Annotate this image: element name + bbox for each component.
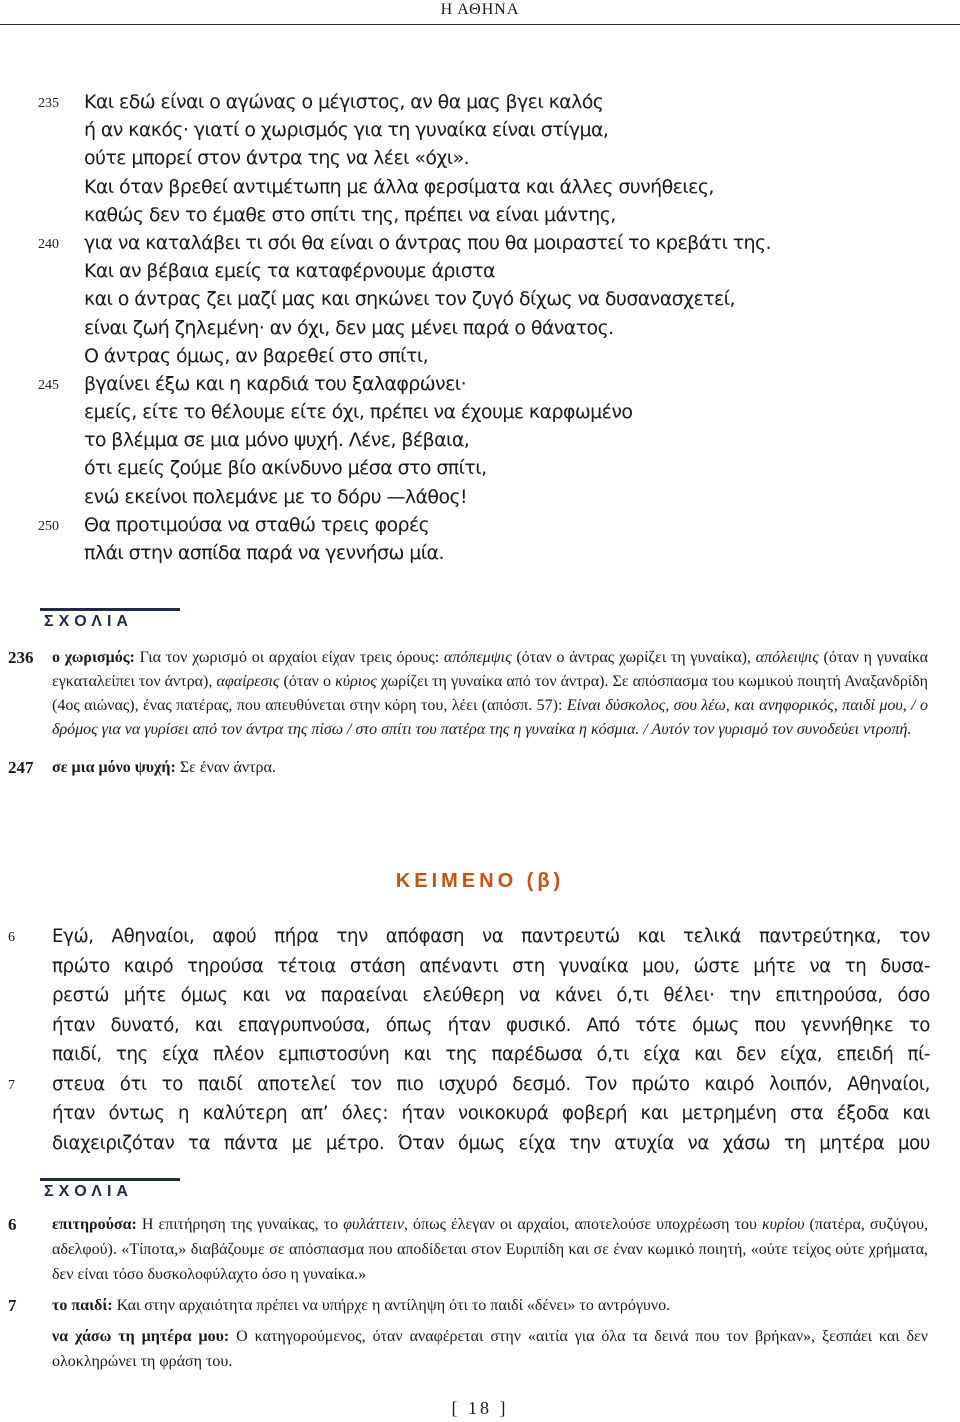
line-text: ήταν δυνατό, και επαγρυπνούσα, όπως ήταν φυσικό. Από τότε όμως που γεννήθηκε το xyxy=(52,1014,930,1036)
poem-line xyxy=(30,88,930,116)
note-text: (όταν η γυναίκα εγκαταλείπει τον άντρα), xyxy=(52,649,929,690)
line-number: 245 xyxy=(38,377,59,393)
note-term: επιτηρούσα: xyxy=(52,1216,137,1233)
line-text: για να καταλάβει τι σόι θα είναι ο άντρας που θα μοιραστεί το κρεβάτι της. xyxy=(84,231,771,254)
note-italic: απόπεμψις xyxy=(443,649,512,666)
line-text: πρώτο καιρό τηρούσα τέτοια στάση απέναντι στη γυναίκα μου, ώστε μήτε να τη δυσα- xyxy=(52,955,930,977)
note-text: Ο κατηγορούμενος, όταν αναφέρεται στην «αιτία για όλα τα δεινά που τον βρήκαν», ξεσπάει και δεν ολοκληρώνει τη φράση του. xyxy=(52,1328,928,1370)
line-text: παιδί, της είχα πλέον εμπιστοσύνη και της παρέδωσα ό,τι είχα και δεν είχα, επειδή πί- xyxy=(52,1044,930,1065)
note-number: 247 xyxy=(8,758,34,777)
scholia-label: ΣΧΟΛΙΑ xyxy=(44,1183,133,1200)
poem-line xyxy=(30,511,930,539)
header-title: Η ΑΘΗΝΑ xyxy=(440,1,520,18)
line-text: διαχειριζόταν τα πάντα με μέτρο. Όταν όμως είχα την ατυχία να χάσω τη μητέρα μου xyxy=(52,1132,930,1154)
section-heading: ΚΕΙΜΕΝΟ (β) xyxy=(395,870,565,892)
line-number: 7 xyxy=(8,1077,15,1093)
prose-line xyxy=(8,1129,930,1159)
line-text: Εγώ, Αθηναίοι, αφού πήρα την απόφαση να παντρευτώ και τελικά παντρεύτηκα, τον xyxy=(52,926,930,947)
note-term: σε μια μόνο ψυχή: xyxy=(52,759,176,776)
poem-line xyxy=(30,144,930,172)
line-text: βγαίνει έξω και η καρδιά του ξαλαφρώνει· xyxy=(84,372,467,395)
running-header xyxy=(0,0,960,30)
header-rule xyxy=(0,24,960,25)
note-247 xyxy=(8,756,928,780)
line-text: ότι εμείς ζούμε βίο ακίνδυνο μέσα στο σπίτι, xyxy=(84,457,487,480)
line-text: καθώς δεν το έμαθε στο σπίτι της, πρέπει να είναι μάντης, xyxy=(84,203,616,226)
note-italic: απόλειψις xyxy=(755,649,819,666)
note-italic: κύριος xyxy=(335,673,377,690)
note-7b xyxy=(8,1324,928,1374)
note-body xyxy=(52,1324,928,1374)
poem-line xyxy=(30,539,930,567)
note-236 xyxy=(8,646,928,742)
note-body xyxy=(52,1293,928,1318)
line-text: Θα προτιμούσα να σταθώ τρεις φορές xyxy=(84,513,430,536)
note-7 xyxy=(8,1293,928,1318)
poem-line xyxy=(30,426,930,454)
note-italic: αφαίρεσις xyxy=(216,673,280,690)
line-text: στευα ότι το παιδί αποτελεί τον πιο ισχυρό δεσμό. Τον πρώτο καιρό λοιπόν, Αθηναίοι, xyxy=(52,1073,930,1095)
note-text: Σε έναν άντρα. xyxy=(175,759,276,776)
note-term: ο χωρισμός: xyxy=(52,649,135,666)
note-term: να χάσω τη μητέρα μου: xyxy=(52,1328,230,1345)
line-text: Και εδώ είναι ο αγώνας ο μέγιστος, αν θα μας βγει καλός xyxy=(84,91,604,113)
scholia-heading-2 xyxy=(40,1178,180,1206)
scholia-bar xyxy=(40,608,180,611)
note-number: 6 xyxy=(8,1215,17,1234)
note-italic: Είναι δύσκολος, σου λέω, και ανηφορικός, παιδί μου, / ο δρόμος για να γυρίσει από τον άντρα της πίσω / στο σπίτι του πατέρα της η γυναίκα η κόσμια. / Αυτόν τον γυρισμό τον συνοδεύει ντροπή. xyxy=(52,697,929,738)
line-text: πλάι στην ασπίδα παρά να γεννήσω μία. xyxy=(84,542,444,564)
poem-line xyxy=(30,370,930,398)
poem-line xyxy=(30,342,930,370)
poem-line xyxy=(30,454,930,482)
line-number: 6 xyxy=(8,930,15,945)
poem-line xyxy=(30,173,930,201)
poem-line xyxy=(30,483,930,511)
prose-line xyxy=(8,1070,930,1100)
note-text: Για τον χωρισμό οι αρχαίοι είχαν τρεις όρους: xyxy=(134,649,444,666)
line-text: ή αν κακός· γιατί ο χωρισμός για τη γυναίκα είναι στίγμα, xyxy=(84,119,609,142)
poem-line xyxy=(30,398,930,426)
line-text: ρεστώ μήτε όμως και να παραείναι ελεύθερη να κάνει ό,τι θέλει· την επιτηρούσα, όσο xyxy=(52,985,930,1006)
line-text: ούτε μπορεί στον άντρα της να λέει «όχι». xyxy=(84,147,470,170)
prose-text xyxy=(8,922,930,1158)
poem-line xyxy=(30,229,930,257)
line-text: εμείς, είτε το θέλουμε είτε όχι, πρέπει να έχουμε καρφωμένο xyxy=(84,401,633,424)
note-term: το παιδί: xyxy=(52,1297,113,1314)
note-text: Η επιτήρηση της γυναίκας, το xyxy=(136,1216,344,1233)
note-italic: κυρίου xyxy=(761,1216,805,1233)
note-text: (όταν ο xyxy=(279,673,336,690)
scholia-notes-2 xyxy=(8,1212,928,1374)
scholia-notes-1 xyxy=(8,646,928,780)
note-text: (πατέρα, συζύγου, αδελφού). «Τίποτα,» διαβάζουμε σε απόσπασμα που αποδίδεται στον Ευριπίδη και σε έναν κωμικό ποιητή, «ούτε τείχος ούτε χρήματα, δεν είναι τόσο δυσκολοφύλαχτο όσο η γυναίκα.» xyxy=(52,1216,928,1283)
line-text: είναι ζωή ζηλεμένη· αν όχι, δεν μας μένει παρά ο θάνατος. xyxy=(84,316,614,339)
line-text: Ο άντρας όμως, αν βαρεθεί στο σπίτι, xyxy=(84,344,429,367)
prose-line xyxy=(8,981,930,1011)
line-number: 250 xyxy=(38,518,59,534)
note-6 xyxy=(8,1212,928,1287)
prose-line xyxy=(8,1011,930,1041)
line-text: ενώ εκείνοι πολεμάνε με το δόρυ —λάθος! xyxy=(84,485,468,508)
line-text: το βλέμμα σε μια μόνο ψυχή. Λένε, βέβαια, xyxy=(84,429,470,452)
note-text: (όταν ο άντρας χωρίζει τη γυναίκα), xyxy=(511,649,756,666)
note-text: Και στην αρχαιότητα πρέπει να υπήρχε η αντίληψη ότι το παιδί «δένει» το αντρόγυνο. xyxy=(112,1297,671,1314)
prose-line xyxy=(8,1040,930,1070)
poem-line xyxy=(30,257,930,285)
line-number: 240 xyxy=(38,236,59,252)
scholia-label: ΣΧΟΛΙΑ xyxy=(44,613,133,630)
note-body xyxy=(52,1212,928,1287)
poem-line xyxy=(30,201,930,229)
prose-line xyxy=(8,1099,930,1129)
line-number: 235 xyxy=(38,96,59,111)
line-text: ήταν όντως η καλύτερη απ’ όλες: ήταν νοικοκυρά φοβερή και μετρημένη στα έξοδα και xyxy=(52,1103,930,1124)
prose-line xyxy=(8,952,930,982)
note-number: 7 xyxy=(8,1296,17,1315)
poem-line xyxy=(30,116,930,144)
scholia-bar xyxy=(40,1178,180,1181)
note-body xyxy=(52,756,928,780)
line-text: και ο άντρας ζει μαζί μας και σηκώνει τον ζυγό δίχως να δυσανασχετεί, xyxy=(84,288,735,311)
scholia-heading-1 xyxy=(40,608,180,636)
poem-line xyxy=(30,285,930,313)
note-number: 236 xyxy=(8,648,34,667)
poem-text xyxy=(30,88,930,567)
note-body xyxy=(52,646,928,742)
note-italic: φυλάττειν xyxy=(343,1216,404,1233)
poem-line xyxy=(30,314,930,342)
line-text: Και όταν βρεθεί αντιμέτωπη με άλλα φερσίματα και άλλες συνήθειες, xyxy=(84,175,714,198)
prose-line xyxy=(8,922,930,952)
line-text: Και αν βέβαια εμείς τα καταφέρνουμε άριστα xyxy=(84,260,495,283)
note-text: , όπως έλεγαν οι αρχαίοι, αποτελούσε υποχρέωση του xyxy=(403,1216,762,1233)
page-number: [ 18 ] xyxy=(451,1398,509,1418)
note-text: χωρίζει τη γυναίκα από τον άντρα). Σε απόσπασμα του κωμικού ποιητή Αναξανδρίδη (4ος αιώνας), ένας πατέρας, που απευθύνεται στην κόρη του, λέει (απόσπ. 57): xyxy=(52,673,929,714)
